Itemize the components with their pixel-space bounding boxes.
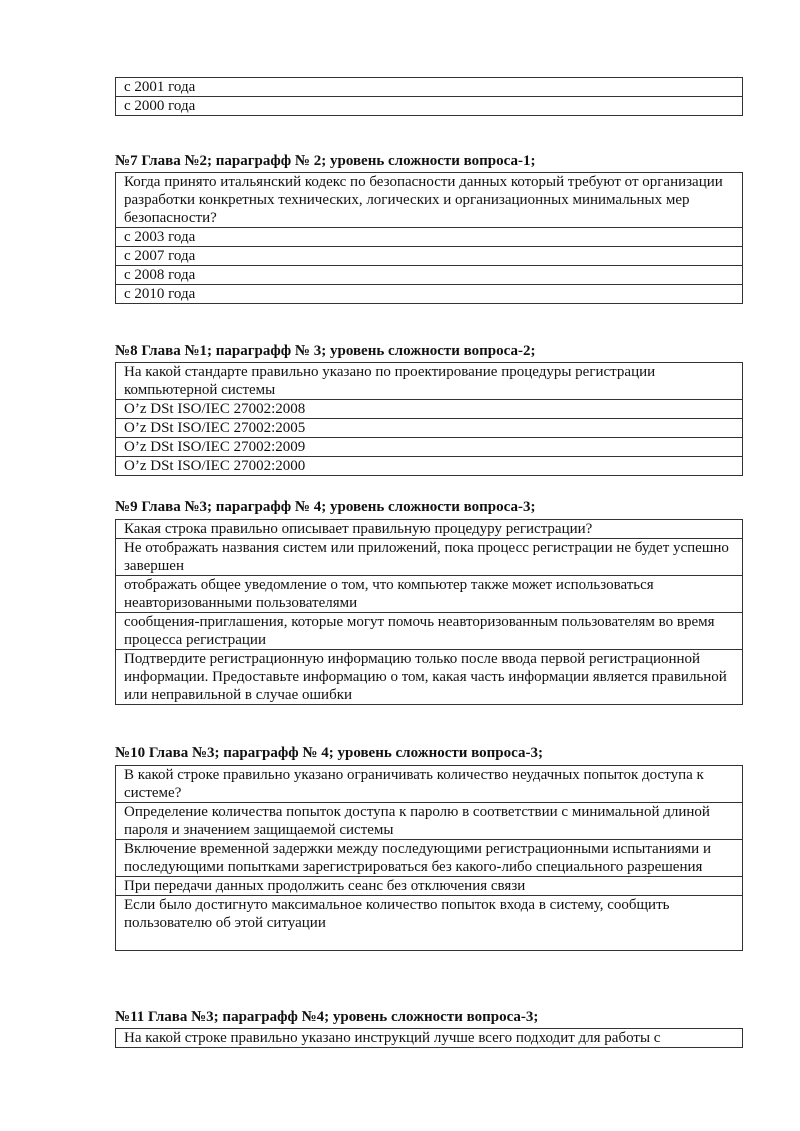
- q8-question: На какой стандарте правильно указано по проектирование процедуры регистрации компьютерной системы: [116, 363, 743, 400]
- q11-heading: №11 Глава №3; параграфф №4; уровень сложности вопроса-3;: [115, 1009, 539, 1025]
- q6-answer-2: с 2000 года: [116, 97, 743, 116]
- q9-heading: №9 Глава №3; параграфф № 4; уровень сложности вопроса-3;: [115, 499, 536, 515]
- q11-table: [115, 1028, 743, 1048]
- q8-answer-4: O’z DSt ISO/IEC 27002:2000: [116, 457, 743, 476]
- q7-answer-2: с 2007 года: [116, 247, 743, 266]
- q6-answer-1: с 2001 года: [116, 78, 743, 97]
- q9-answer-1: Не отображать названия систем или приложений, пока процесс регистрации не будет успешно завершен: [116, 539, 743, 576]
- q10-answer-1: Определение количества попыток доступа к паролю в соответствии с минимальной длиной пароля и значением защищаемой системы: [116, 803, 743, 840]
- q8-answer-3: O’z DSt ISO/IEC 27002:2009: [116, 438, 743, 457]
- q10-heading: №10 Глава №3; параграфф № 4; уровень сложности вопроса-3;: [115, 745, 543, 761]
- q10-answer-3: При передачи данных продолжить сеанс без отключения связи: [116, 877, 743, 896]
- q9-answer-3: сообщения-приглашения, которые могут помочь неавторизованным пользователям во время процесса регистрации: [116, 613, 743, 650]
- q7-answer-4: с 2010 года: [116, 285, 743, 304]
- q8-heading: №8 Глава №1; параграфф № 3; уровень сложности вопроса-2;: [115, 343, 536, 359]
- q7-answer-3: с 2008 года: [116, 266, 743, 285]
- q9-question: Какая строка правильно описывает правильную процедуру регистрации?: [116, 520, 743, 539]
- q6-answers-table: [115, 77, 743, 116]
- q10-question: В какой строке правильно указано ограничивать количество неудачных попыток доступа к системе?: [116, 766, 743, 803]
- q10-table: [115, 765, 743, 951]
- q9-answer-4: Подтвердите регистрационную информацию только после ввода первой регистрационной информации. Предоставьте информацию о том, какая часть информации является правильной или неправильной в случае ошибки: [116, 650, 743, 705]
- q8-answer-2: O’z DSt ISO/IEC 27002:2005: [116, 419, 743, 438]
- q11-question: На какой строке правильно указано инструкций лучше всего подходит для работы с: [116, 1029, 743, 1048]
- q9-answer-2: отображать общее уведомление о том, что компьютер также может использоваться неавторизованными пользователями: [116, 576, 743, 613]
- q8-answer-1: O’z DSt ISO/IEC 27002:2008: [116, 400, 743, 419]
- q7-heading: №7 Глава №2; параграфф № 2; уровень сложности вопроса-1;: [115, 153, 536, 169]
- q7-question: Когда принято итальянский кодекс по безопасности данных который требуют от организации разработки конкретных технических, логических и организационных минимальных мер безопасности?: [116, 173, 743, 228]
- q7-answer-1: с 2003 года: [116, 228, 743, 247]
- q9-table: [115, 519, 743, 705]
- q7-table: [115, 172, 743, 304]
- q8-table: [115, 362, 743, 476]
- q10-answer-4: Если было достигнуто максимальное количество попыток входа в систему, сообщить пользователю об этой ситуации: [116, 896, 743, 951]
- q10-answer-2: Включение временной задержки между последующими регистрационными испытаниями и последующими попытками зарегистрироваться без какого-либо специального разрешения: [116, 840, 743, 877]
